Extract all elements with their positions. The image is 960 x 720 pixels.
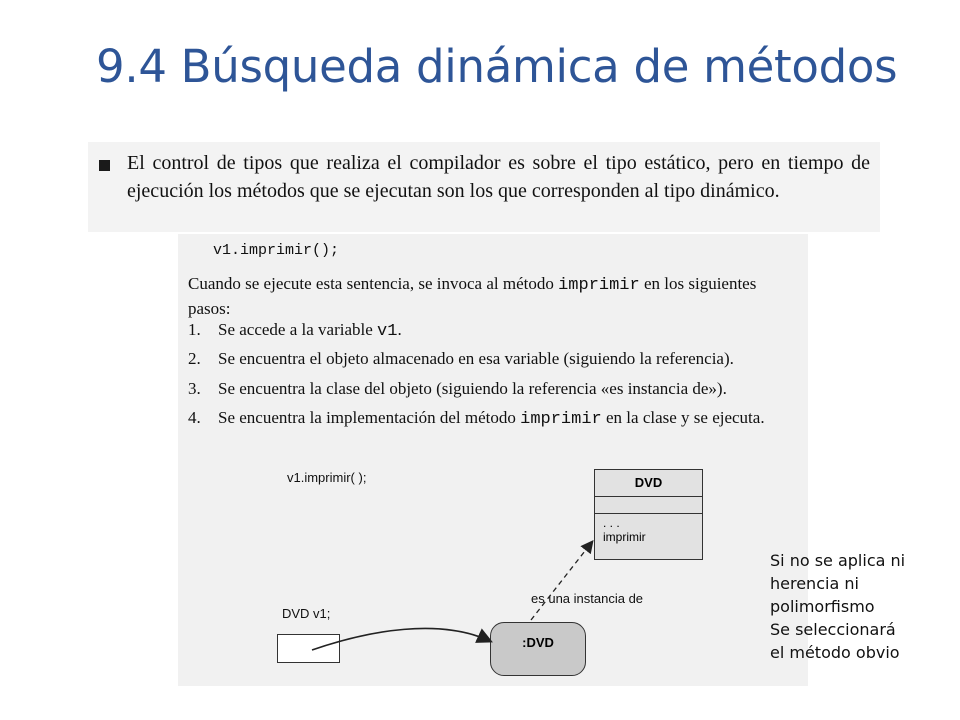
step-code: v1 bbox=[377, 322, 398, 341]
step-number: 3. bbox=[188, 379, 201, 398]
reference-arrow bbox=[312, 628, 490, 650]
note-line: herencia ni bbox=[770, 574, 859, 593]
intro-paragraph: El control de tipos que realiza el compilador es sobre el tipo estático, pero en tiempo de ejecución los métodos que se ejecutan son los que corresponden al tipo dinámico. bbox=[127, 152, 870, 202]
class-method: imprimir bbox=[603, 530, 646, 544]
note-line: polimorfismo bbox=[770, 597, 875, 616]
slide-title: 9.4 Búsqueda dinámica de métodos bbox=[96, 40, 898, 93]
object-instance: :DVD bbox=[490, 622, 586, 676]
step-text: Se encuentra la clase del objeto (siguiendo la referencia «es instancia de»). bbox=[218, 379, 727, 398]
note-line: Se seleccionará bbox=[770, 620, 896, 639]
class-ellipsis: . . . bbox=[603, 516, 620, 530]
paragraph-pre: Cuando se ejecute esta sentencia, se invoca al método bbox=[188, 274, 559, 293]
call-label: v1.imprimir( ); bbox=[287, 470, 367, 485]
instance-label: es una instancia de bbox=[531, 591, 644, 606]
step-code: imprimir bbox=[520, 410, 602, 429]
paragraph-method: imprimir bbox=[558, 276, 640, 295]
instance-of-arrow bbox=[531, 542, 592, 620]
paragraph-post: en los siguientes pasos: bbox=[188, 274, 757, 318]
code-statement: v1.imprimir(); bbox=[213, 242, 340, 259]
variable-label: DVD v1; bbox=[282, 606, 331, 621]
note-line: Si no se aplica ni bbox=[770, 551, 906, 570]
side-note bbox=[770, 549, 905, 664]
step-text: Se encuentra la implementación del método bbox=[218, 408, 521, 427]
step-text: Se encuentra el objeto almacenado en esa variable (siguiendo la referencia). bbox=[218, 349, 734, 368]
step-text: Se accede a la variable bbox=[218, 320, 378, 339]
step-number: 2. bbox=[188, 349, 201, 368]
step-text-end: en la clase y se ejecuta. bbox=[601, 408, 765, 427]
note-line: el método obvio bbox=[770, 643, 900, 662]
step-number: 1. bbox=[188, 320, 201, 339]
class-name: DVD bbox=[595, 470, 702, 497]
step-number: 4. bbox=[188, 408, 201, 427]
step-text-end: . bbox=[397, 320, 402, 339]
